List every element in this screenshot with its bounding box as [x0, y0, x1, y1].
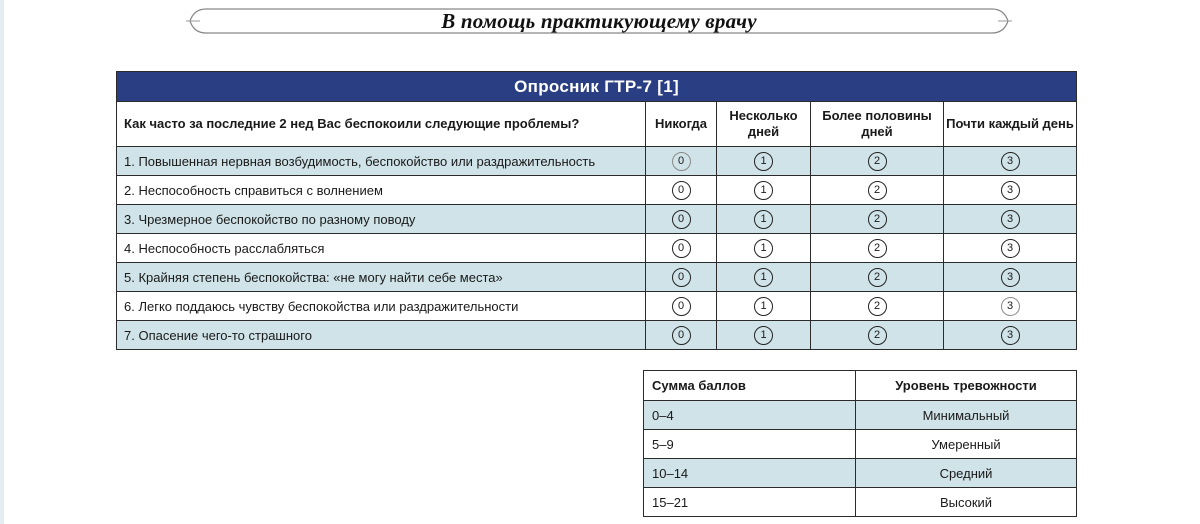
- section-banner: [186, 6, 1012, 36]
- question-row: [117, 234, 1077, 263]
- question-row: [117, 321, 1077, 350]
- score-option-0[interactable]: 0: [672, 297, 691, 316]
- anxiety-level: Умеренный: [856, 430, 1077, 459]
- question-row: [117, 263, 1077, 292]
- score-option-2[interactable]: 2: [868, 181, 887, 200]
- score-sum-header: Сумма баллов: [644, 371, 856, 401]
- question-text: 1. Повышенная нервная возбудимость, беспокойство или раздражительность: [117, 147, 646, 176]
- score-option-2[interactable]: 2: [868, 297, 887, 316]
- score-option-0[interactable]: 0: [672, 210, 691, 229]
- score-option-1[interactable]: 1: [754, 181, 773, 200]
- score-row: [644, 488, 1077, 517]
- question-text: 3. Чрезмерное беспокойство по разному поводу: [117, 205, 646, 234]
- question-header: Как часто за последние 2 нед Вас беспокоили следующие проблемы?: [117, 102, 646, 147]
- score-option-3[interactable]: 3: [1001, 297, 1020, 316]
- score-option-3[interactable]: 3: [1001, 210, 1020, 229]
- score-option-0[interactable]: 0: [672, 268, 691, 287]
- score-option-1[interactable]: 1: [754, 152, 773, 171]
- score-header-row: [644, 371, 1077, 401]
- score-option-1[interactable]: 1: [754, 239, 773, 258]
- question-text: 7. Опасение чего-то страшного: [117, 321, 646, 350]
- question-row: [117, 292, 1077, 321]
- score-option-3[interactable]: 3: [1001, 152, 1020, 171]
- score-row: [644, 459, 1077, 488]
- score-option-3[interactable]: 3: [1001, 239, 1020, 258]
- question-row: [117, 176, 1077, 205]
- gad7-questionnaire-table: [116, 71, 1077, 350]
- anxiety-level-header: Уровень тревожности: [856, 371, 1077, 401]
- anxiety-level: Минимальный: [856, 401, 1077, 430]
- score-row: [644, 401, 1077, 430]
- question-text: 2. Неспособность справиться с волнением: [117, 176, 646, 205]
- score-range: 15–21: [644, 488, 856, 517]
- score-option-0[interactable]: 0: [672, 326, 691, 345]
- score-option-3[interactable]: 3: [1001, 181, 1020, 200]
- score-option-2[interactable]: 2: [868, 268, 887, 287]
- score-range: 0–4: [644, 401, 856, 430]
- question-text: 4. Неспособность расслабляться: [117, 234, 646, 263]
- score-option-0[interactable]: 0: [672, 239, 691, 258]
- score-row: [644, 430, 1077, 459]
- question-text: 5. Крайняя степень беспокойства: «не могу найти себе места»: [117, 263, 646, 292]
- score-option-2[interactable]: 2: [868, 239, 887, 258]
- score-interpretation-table: [643, 370, 1077, 517]
- score-option-2[interactable]: 2: [868, 326, 887, 345]
- score-option-2[interactable]: 2: [868, 152, 887, 171]
- page-edge-strip: [0, 0, 4, 524]
- score-option-1[interactable]: 1: [754, 210, 773, 229]
- score-range: 10–14: [644, 459, 856, 488]
- score-option-1[interactable]: 1: [754, 297, 773, 316]
- questionnaire-title: Опросник ГТР-7 [1]: [117, 72, 1077, 102]
- banner-title: В помощь практикующему врачу: [441, 9, 757, 33]
- question-text: 6. Легко поддаюсь чувству беспокойства или раздражительности: [117, 292, 646, 321]
- anxiety-level: Средний: [856, 459, 1077, 488]
- score-option-1[interactable]: 1: [754, 326, 773, 345]
- score-option-2[interactable]: 2: [868, 210, 887, 229]
- option-header-never: Никогда: [646, 102, 717, 147]
- score-range: 5–9: [644, 430, 856, 459]
- anxiety-level: Высокий: [856, 488, 1077, 517]
- option-header-several-days: Несколько дней: [717, 102, 811, 147]
- score-option-3[interactable]: 3: [1001, 268, 1020, 287]
- score-option-1[interactable]: 1: [754, 268, 773, 287]
- questionnaire-header-row: [117, 102, 1077, 147]
- question-row: [117, 147, 1077, 176]
- score-option-3[interactable]: 3: [1001, 326, 1020, 345]
- option-header-nearly-every-day: Почти каждый день: [944, 102, 1077, 147]
- score-option-0[interactable]: 0: [672, 181, 691, 200]
- question-row: [117, 205, 1077, 234]
- option-header-more-than-half: Более половины дней: [811, 102, 944, 147]
- score-option-0[interactable]: 0: [672, 152, 691, 171]
